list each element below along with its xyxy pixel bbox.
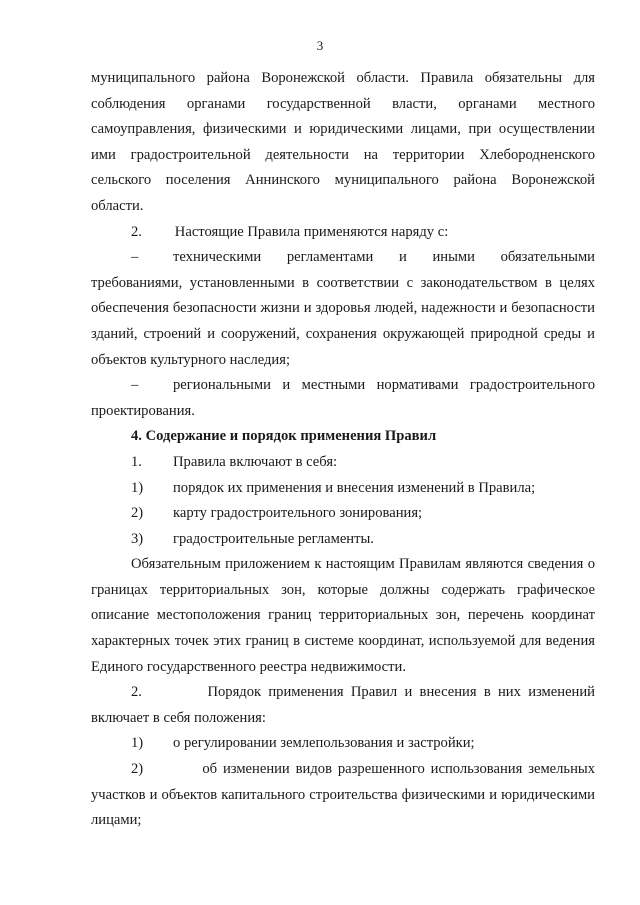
item-text: градостроительные регламенты. xyxy=(173,530,374,547)
dash-text: региональными и местными нормативами градостроительного проектирования. xyxy=(91,377,595,419)
item-number: 2) xyxy=(131,761,144,778)
item-text: Настоящие Правила применяются наряду с: xyxy=(174,223,449,240)
item-number: 3) xyxy=(131,530,144,547)
paragraph-rules-obligation: муниципального района Воронежской области. Правила обязательны для соблюдения органами государственной власти, органами местного самоуправления, физическими и юридическими лицами, при осуществлении ими градостроительной деятельности на территории Хлебородненского сельского поселения Аннинского муниципального района Воронежской области. xyxy=(91,70,595,214)
item-number: 2. xyxy=(131,684,142,701)
document-body xyxy=(91,66,595,834)
item-number: 1. xyxy=(131,453,142,470)
list-item-regulations xyxy=(91,527,595,553)
list-item-procedure xyxy=(91,476,595,502)
dash-mark: – xyxy=(131,377,139,394)
item-number: 1) xyxy=(131,735,144,752)
paragraph-applied-along xyxy=(91,220,595,246)
list-item-zoning-map xyxy=(91,501,595,527)
list-item-rules-include xyxy=(91,450,595,476)
paragraph-procedure-provisions xyxy=(91,680,595,731)
item-number: 1) xyxy=(131,479,144,496)
list-item-land-use-regulation xyxy=(91,731,595,757)
item-number: 2) xyxy=(131,505,144,522)
dash-text: техническими регламентами и иными обязательными требованиями, установленными в соответствии с законодательством в целях обеспечения безопасности жизни и здоровья людей, надежности и безопасности зданий, строений и сооружений, сохранения окружающей природной среды и объектов культурного наследия; xyxy=(91,249,595,368)
item-number: 2. xyxy=(131,223,142,240)
dash-item-technical-regulations xyxy=(91,245,595,373)
dash-mark: – xyxy=(131,249,139,266)
item-text: карту градостроительного зонирования; xyxy=(173,505,423,522)
item-text: о регулировании землепользования и застройки; xyxy=(173,735,475,752)
section-heading: 4. Содержание и порядок применения Правил xyxy=(131,428,437,445)
paragraph-appendix: Обязательным приложением к настоящим Правилам являются сведения о границах территориальных зон, которые должны содержать графическое описание местоположения границ территориальных зон, перечень координат характерных точек этих границ в системе координат, используемой для ведения Единого государственного реестра недвижимости. xyxy=(91,556,595,675)
list-item-permitted-use-change xyxy=(91,757,595,834)
item-text: об изменении видов разрешенного использования земельных участков и объектов капитального строительства физическими и юридическими лицами; xyxy=(91,761,596,829)
item-text: порядок их применения и внесения изменений в Правила; xyxy=(173,479,536,496)
item-text: Правила включают в себя: xyxy=(173,453,338,470)
dash-item-regional-standards xyxy=(91,373,595,424)
page-number: 3 xyxy=(316,38,324,53)
item-text: Порядок применения Правил и внесения в них изменений включает в себя положения: xyxy=(91,684,595,726)
